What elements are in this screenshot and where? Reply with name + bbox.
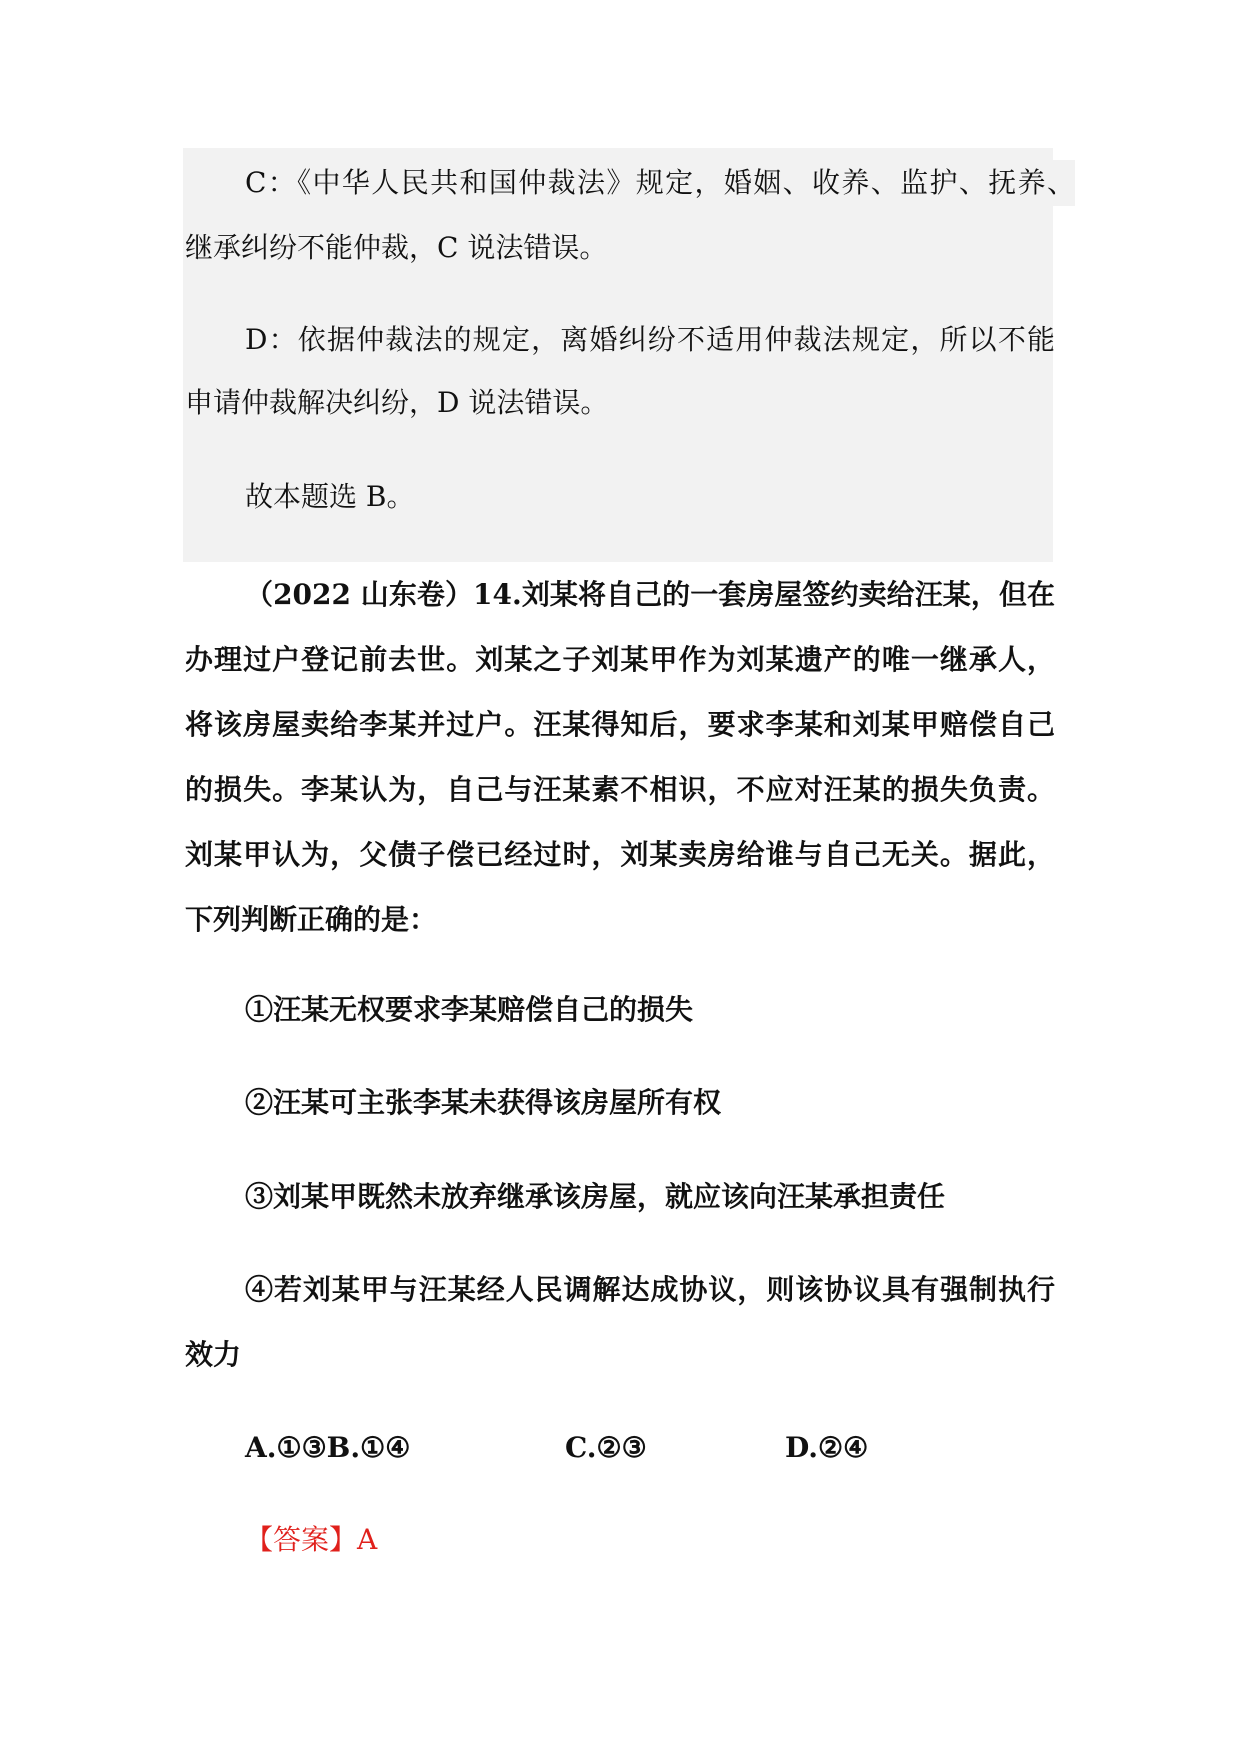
explanation-option-d-line-1: D：依据仲裁法的规定，离婚纠纷不适用仲裁法规定，所以不能	[245, 323, 1055, 356]
statement-2: ②汪某可主张李某未获得该房屋所有权	[245, 1086, 722, 1119]
answer-label: 【答案】A	[245, 1523, 378, 1556]
statement-4-line-2: 效力	[185, 1338, 242, 1371]
statement-4-line-1: ④若刘某甲与汪某经人民调解达成协议，则该协议具有强制执行	[245, 1273, 1055, 1306]
question-stem-line-2: 办理过户登记前去世。刘某之子刘某甲作为刘某遗产的唯一继承人，	[185, 643, 1055, 676]
choice-a-b: A.①③B.①④	[245, 1431, 411, 1464]
choice-c: C.②③	[565, 1431, 647, 1464]
question-stem-line-4: 的损失。李某认为，自己与汪某素不相识，不应对汪某的损失负责。	[185, 773, 1055, 806]
explanation-option-c-line-2: 继承纠纷不能仲裁，C 说法错误。	[185, 231, 608, 264]
question-stem-line-5: 刘某甲认为，父债子偿已经过时，刘某卖房给谁与自己无关。据此，	[185, 838, 1055, 871]
explanation-option-c-line-1: C：《中华人民共和国仲裁法》规定，婚姻、收养、监护、抚养、	[245, 166, 1075, 199]
statement-1: ①汪某无权要求李某赔偿自己的损失	[245, 993, 694, 1026]
question-stem-line-1: （2022 山东卷）14.刘某将自己的一套房屋签约卖给汪某，但在	[245, 578, 1055, 611]
statement-3: ③刘某甲既然未放弃继承该房屋，就应该向汪某承担责任	[245, 1180, 946, 1213]
question-stem-line-3: 将该房屋卖给李某并过户。汪某得知后，要求李某和刘某甲赔偿自己	[185, 708, 1055, 741]
question-stem-line-6: 下列判断正确的是：	[185, 903, 438, 936]
explanation-conclusion: 故本题选 B。	[245, 480, 415, 513]
choice-d: D.②④	[785, 1431, 869, 1464]
explanation-option-d-line-2: 申请仲裁解决纠纷，D 说法错误。	[185, 386, 609, 419]
